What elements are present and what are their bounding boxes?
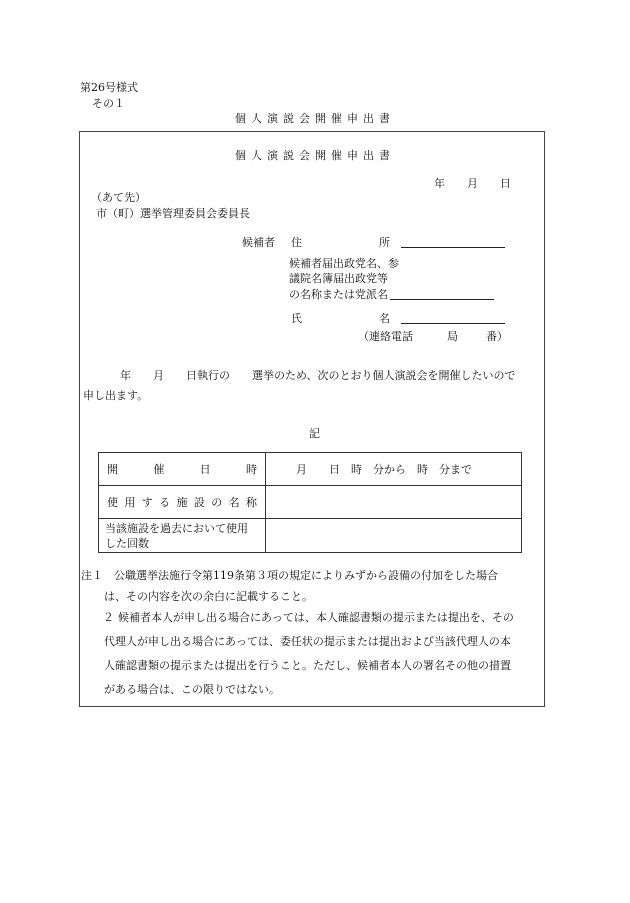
party-label-line3: の名称または党派名 xyxy=(289,288,388,301)
details-table xyxy=(98,452,522,553)
label-char: 開 xyxy=(107,462,118,476)
usage-count-value[interactable] xyxy=(266,519,522,553)
note2-line2: 代理人が申し出る場合にあっては、委任状の提示または提出および当該代理人の本 xyxy=(104,635,511,648)
label-char: す xyxy=(141,495,153,509)
table-row xyxy=(99,519,522,553)
form-title: 個人演説会開催申出書 xyxy=(235,149,395,162)
party-label-line1: 候補者届出政党名、参 xyxy=(289,257,399,270)
table-row xyxy=(99,453,522,486)
usage-count-label-line2: した回数 xyxy=(105,536,149,550)
label-char: 用 xyxy=(124,495,136,509)
facility-label xyxy=(99,486,266,519)
table-row xyxy=(99,486,522,519)
tel-line xyxy=(358,331,508,342)
address-row xyxy=(291,237,505,248)
form-number: 第26号様式 xyxy=(80,81,138,94)
label-char: 名 xyxy=(228,495,240,509)
address-field[interactable] xyxy=(401,237,505,248)
body-text-line2: 申し出ます。 xyxy=(83,389,149,402)
usage-count-label-line1: 当該施設を過去において使用 xyxy=(105,521,248,535)
body-text-line1: 年 月 日執行の 選挙のため、次のとおり個人演説会を開催したいので xyxy=(120,369,516,382)
label-char: 設 xyxy=(193,495,205,509)
note2-line1: 候補者本人が申し出る場合にあっては、本人確認書類の提示または提出を、その xyxy=(118,611,514,624)
note2-number: ２ xyxy=(103,611,114,624)
note2-line4: がある場合は、この限りではない。 xyxy=(104,683,280,696)
label-char: 時 xyxy=(245,462,257,476)
label-char: 催 xyxy=(153,462,165,476)
date-day: 日 xyxy=(500,177,511,190)
label-char: 施 xyxy=(176,495,188,509)
candidate-label: 候補者 xyxy=(242,236,275,249)
party-field[interactable] xyxy=(390,289,494,300)
party-row xyxy=(289,289,494,300)
datetime-value[interactable] xyxy=(266,453,522,486)
note2-line3: 人確認書類の提示または提出を行うこと。ただし、候補者本人の署名その他の措置 xyxy=(104,659,511,672)
datetime-text: 月 日 時 分から 時 分まで xyxy=(296,462,472,476)
usage-count-label xyxy=(99,519,266,553)
tel-ban: 番） xyxy=(486,330,508,343)
facility-value[interactable] xyxy=(266,486,522,519)
name-field[interactable] xyxy=(401,313,505,324)
date-month: 月 xyxy=(467,177,478,190)
name-label: 氏 名 xyxy=(291,312,390,325)
label-char: る xyxy=(159,495,171,509)
label-char: 称 xyxy=(246,495,257,509)
date-year: 年 xyxy=(434,177,445,190)
form-sub-number: その１ xyxy=(92,97,125,110)
tel-kyoku: 局 xyxy=(447,330,458,343)
party-label-line2: 議院名簿届出政党等 xyxy=(289,272,388,285)
datetime-label xyxy=(99,453,266,486)
note1-line2: は、その内容を次の余白に記載すること。 xyxy=(104,590,313,603)
ki-heading: 記 xyxy=(309,427,320,440)
label-char: 日 xyxy=(199,462,211,476)
note1-line1: 公職選挙法施行令第119条第３項の規定によりみずから設備の付加をした場合 xyxy=(114,569,498,582)
note1-number: 注１ xyxy=(81,569,103,582)
label-char: の xyxy=(211,495,223,509)
address-label: 住 所 xyxy=(291,236,390,249)
outer-title: 個人演説会開催申出書 xyxy=(235,112,395,125)
tel-open: （連絡電話 xyxy=(358,330,413,343)
addressee: 市（町）選挙管理委員会委員長 xyxy=(96,207,250,220)
addressee-label: （あて先） xyxy=(91,191,146,204)
name-row xyxy=(291,313,505,324)
label-char: 使 xyxy=(107,495,118,509)
date-line xyxy=(434,178,511,189)
